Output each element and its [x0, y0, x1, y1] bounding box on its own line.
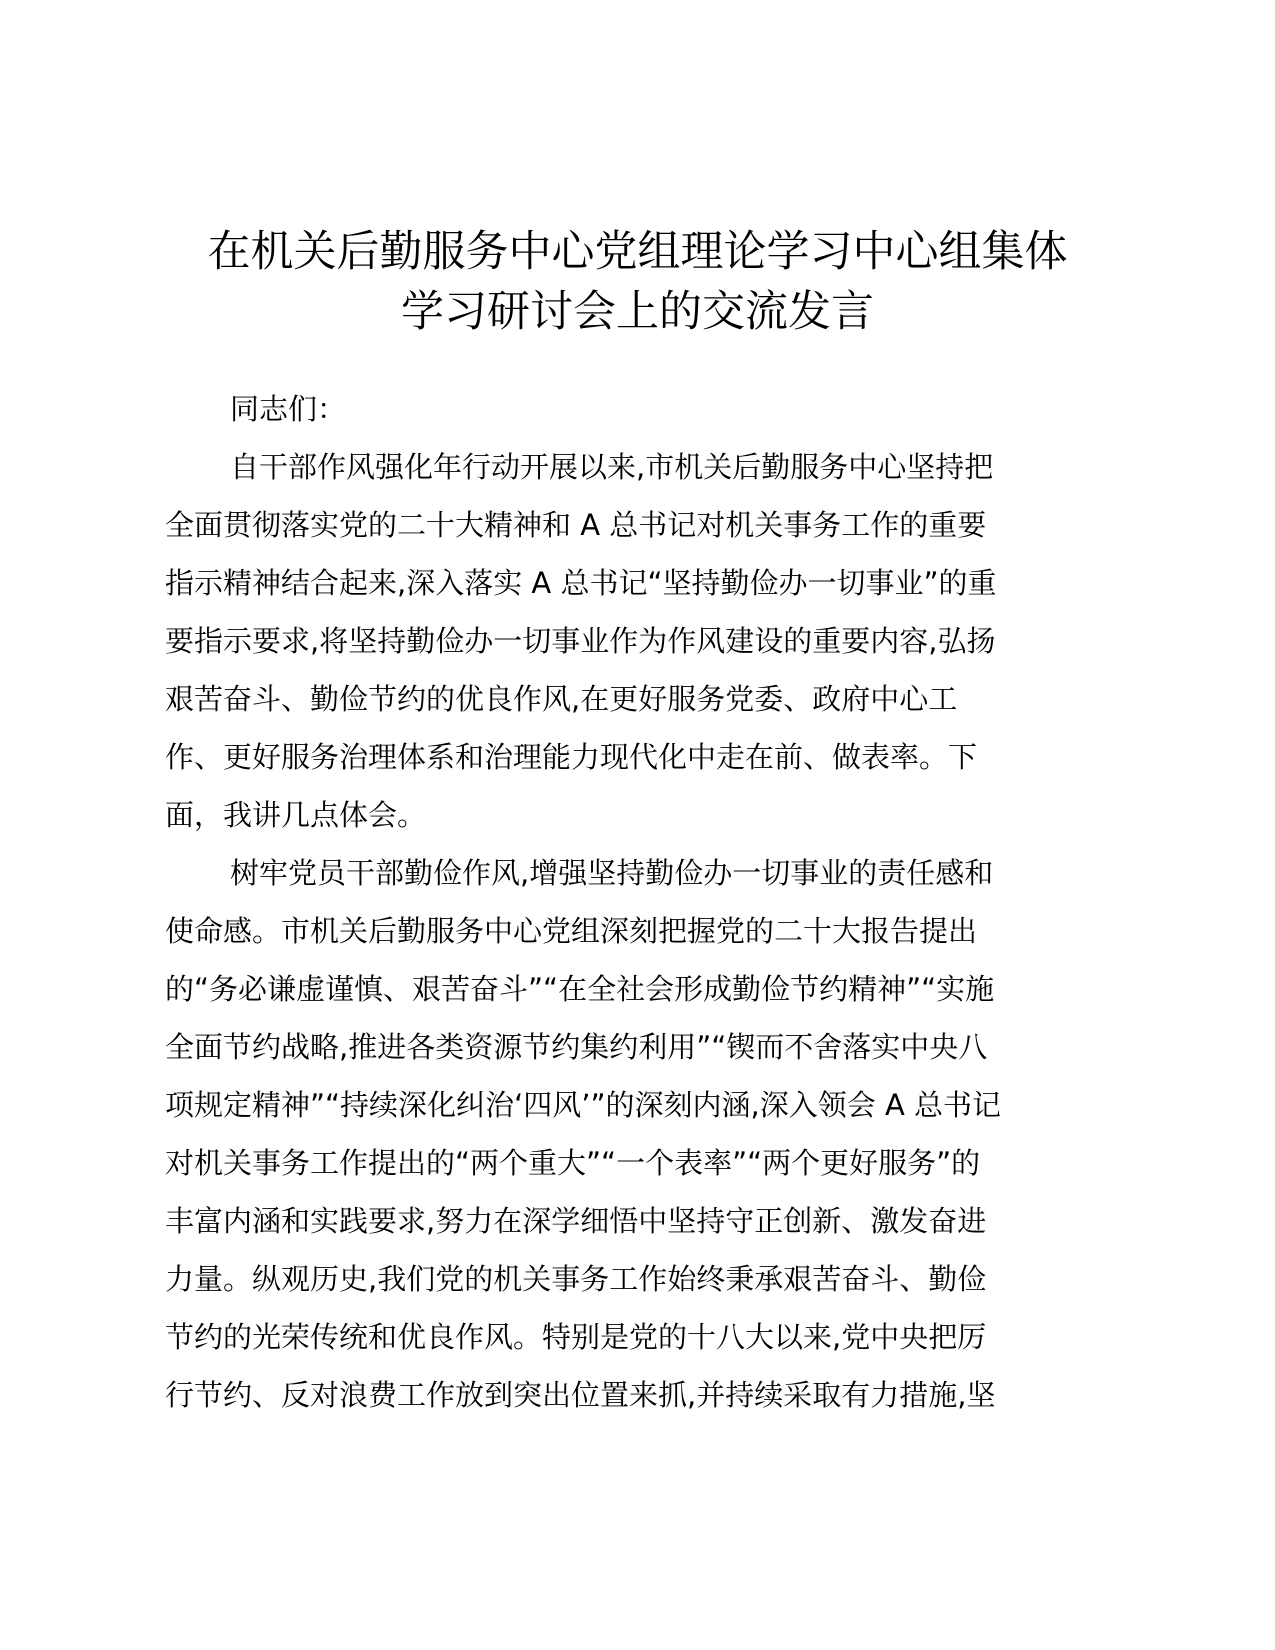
document-body: [165, 380, 1110, 1424]
paragraph-line: 艰苦奋斗、勤俭节约的优良作风,在更好服务党委、政府中心工: [165, 682, 958, 716]
paragraph-line: 项规定精神”“持续深化纠治‘四风’”的深刻内涵,深入领会 A 总书记: [165, 1088, 1002, 1122]
paragraph-line: 指示精神结合起来,深入落实 A 总书记“坚持勤俭办一切事业”的重: [165, 566, 997, 600]
paragraph-line: 面，我讲几点体会。: [165, 798, 427, 832]
paragraph-2: [165, 844, 1110, 1424]
paragraph-line: 全面贯彻落实党的二十大精神和 A 总书记对机关事务工作的重要: [165, 508, 987, 542]
paragraph-line: 树牢党员干部勤俭作风,增强坚持勤俭办一切事业的责任感和: [230, 856, 994, 890]
paragraph-line: 使命感。市机关后勤服务中心党组深刻把握党的二十大报告提出: [165, 914, 978, 948]
paragraph-line: 节约的光荣传统和优良作风。特别是党的十八大以来,党中央把厉: [165, 1320, 987, 1354]
paragraph-line: 力量。纵观历史,我们党的机关事务工作始终秉承艰苦奋斗、勤俭: [165, 1262, 987, 1296]
paragraph-line: 对机关事务工作提出的“两个重大”“一个表率”“两个更好服务”的: [165, 1146, 981, 1180]
paragraph-1: [165, 438, 1110, 844]
salutation: 同志们：: [230, 392, 347, 426]
paragraph-line: 丰富内涵和实践要求,努力在深学细悟中坚持守正创新、激发奋进: [165, 1204, 987, 1238]
paragraph-line: 要指示要求,将坚持勤俭办一切事业作为作风建设的重要内容,弘扬: [165, 624, 996, 658]
title-line-1: 在机关后勤服务中心党组理论学习中心组集体: [207, 227, 1068, 277]
paragraph-line: 全面节约战略,推进各类资源节约集约利用”“锲而不舍落实中央八: [165, 1030, 988, 1064]
title-line-2: 学习研讨会上的交流发言: [401, 287, 874, 337]
paragraph-line: 作、更好服务治理体系和治理能力现代化中走在前、做表率。下: [165, 740, 978, 774]
paragraph-line: 的“务必谦虚谨慎、艰苦奋斗”“在全社会形成勤俭节约精神”“实施: [165, 972, 995, 1006]
document-title: [165, 222, 1110, 342]
paragraph-line: 行节约、反对浪费工作放到突出位置来抓,并持续采取有力措施,坚: [165, 1378, 996, 1412]
paragraph-line: 自干部作风强化年行动开展以来,市机关后勤服务中心坚持把: [230, 450, 994, 484]
